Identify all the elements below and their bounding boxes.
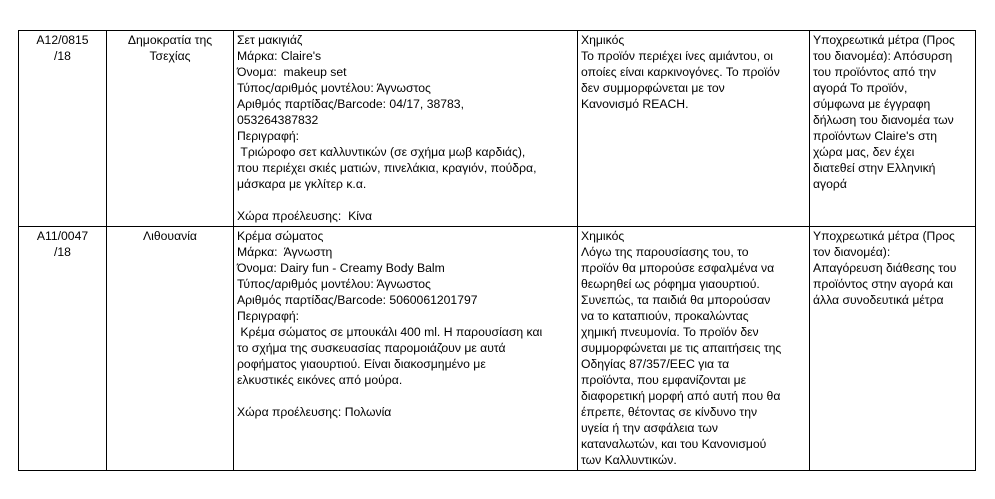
risk-line: να το καταπιούν, προκαλώντας [581, 309, 749, 323]
notifying-country: Δημοκρατία της Τσεχίας [127, 33, 213, 63]
product-description-title: Περιγραφή: [237, 309, 300, 323]
product-model: Τύπος/αριθμός μοντέλου: Άγνωστος [237, 277, 431, 291]
measures-line: Υποχρεωτικά μέτρα (Προς [813, 33, 955, 47]
measures-line: Απαγόρευση διάθεσης του [813, 261, 957, 275]
risk-line: οποίες είναι καρκινογόνες. Το προϊόν [581, 65, 780, 79]
product-batch-cont: 053264387832 [237, 113, 319, 127]
product-label-name: Όνομα: Dairy fun - Creamy Body Balm [237, 261, 445, 275]
measures-line: προϊόντων Claire's στη [813, 129, 938, 143]
risk-line: δεν συμμορφώνεται με τον [581, 81, 725, 95]
product-batch: Αριθμός παρτίδας/Barcode: 5060061201797 [237, 293, 478, 307]
risk-line: θεωρηθεί ως ρόφημα γιαουρτιού. [581, 277, 760, 291]
product-origin: Χώρα προέλευσης: Κίνα [237, 209, 373, 223]
measures-line: σύμφωνα με έγγραφη [813, 97, 931, 111]
product-origin: Χώρα προέλευσης: Πολωνία [237, 405, 392, 419]
risk-type: Χημικός [581, 229, 625, 243]
risk-line: Συνεπώς, τα παιδιά θα μπορούσαν [581, 293, 771, 307]
measures-line: χώρα μας, δεν έχει [813, 145, 915, 159]
risk-line: Κανονισμό REACH. [581, 97, 689, 111]
product-description-line: Κρέμα σώματος σε μπουκάλι 400 ml. Η παρουσίαση και [237, 325, 543, 339]
risk-line: Οδηγίας 87/357/EEC για τα [581, 357, 730, 371]
risk-line: υγεία ή την ασφάλεια των [581, 421, 719, 435]
risk-line: καταναλωτών, και του Κανονισμού [581, 437, 767, 451]
measures-line: διατεθεί στην Ελληνική [813, 161, 936, 175]
measures-line: δήλωση του διανομέα των [813, 113, 954, 127]
blank-line [237, 388, 574, 404]
product-description-line: ελκυστικές εικόνες από μούρα. [237, 373, 403, 387]
notification-code: A11/0047 /18 [36, 229, 89, 259]
notification-code: A12/0815 /18 [36, 33, 89, 63]
blank-line [237, 192, 574, 208]
product-cell [234, 227, 578, 471]
risk-cell [578, 227, 810, 471]
measures-line: αγορά [813, 177, 847, 191]
product-description-line: μάσκαρα με γκλίτερ κ.α. [237, 177, 367, 191]
measures-cell [810, 227, 976, 471]
product-brand: Μάρκα: Άγνωστη [237, 245, 333, 259]
measures-line: του διανομέα): Απόσυρση [813, 49, 953, 63]
risk-line: προϊόντα, που εμφανίζονται με [581, 373, 747, 387]
risk-line: των Καλλυντικών. [581, 453, 677, 467]
product-cell [234, 31, 578, 227]
notifications-table [18, 30, 976, 471]
product-description-line: που περιέχει σκιές ματιών, πινελάκια, κραγιόν, πούδρα, [237, 161, 537, 175]
risk-line: Λόγω της παρουσίασης του, το [581, 245, 749, 259]
country-cell [107, 31, 234, 227]
country-cell [107, 227, 234, 471]
product-label-name: Όνομα: makeup set [237, 65, 347, 79]
table-row [19, 227, 976, 471]
product-batch: Αριθμός παρτίδας/Barcode: 04/17, 38783, [237, 97, 464, 111]
product-model: Τύπος/αριθμός μοντέλου: Άγνωστος [237, 81, 431, 95]
risk-line: χημική πνευμονία. Το προϊόν δεν [581, 325, 759, 339]
risk-line: συμμορφώνεται με τις απαιτήσεις της [581, 341, 782, 355]
measures-line: Υποχρεωτικά μέτρα (Προς [813, 229, 955, 243]
measures-line: άλλα συνοδευτικά μέτρα [813, 293, 944, 307]
notification-code-cell [19, 227, 107, 471]
risk-line: προϊόν θα μπορούσε εσφαλμένα να [581, 261, 775, 275]
measures-line: προϊόντος στην αγορά και [813, 277, 953, 291]
risk-line: Το προϊόν περιέχει ίνες αμιάντου, οι [581, 49, 773, 63]
table-row [19, 31, 976, 227]
measures-cell [810, 31, 976, 227]
risk-cell [578, 31, 810, 227]
measures-line: του προϊόντος από την [813, 65, 937, 79]
notification-code-cell [19, 31, 107, 227]
measures-line: τον διανομέα): [813, 245, 891, 259]
risk-type: Χημικός [581, 33, 625, 47]
measures-line: αγορά Το προϊόν, [813, 81, 908, 95]
product-name: Σετ μακιγιάζ [237, 33, 303, 47]
risk-line: έπρεπε, θέτοντας σε κίνδυνο την [581, 405, 758, 419]
product-description-line: Τριώροφο σετ καλλυντικών (σε σχήμα μωβ καρδιάς), [237, 145, 526, 159]
product-description-line: ροφήματος γιαουρτιού. Είναι διακοσμημένο με [237, 357, 486, 371]
product-name: Κρέμα σώματος [237, 229, 324, 243]
risk-line: διαφορετική μορφή από αυτή που θα [581, 389, 781, 403]
product-brand: Μάρκα: Claire's [237, 49, 322, 63]
product-description-line: το σχήμα της συσκευασίας παρομοιάζουν με αυτά [237, 341, 506, 355]
notifying-country: Λιθουανία [143, 229, 197, 243]
product-description-title: Περιγραφή: [237, 129, 300, 143]
